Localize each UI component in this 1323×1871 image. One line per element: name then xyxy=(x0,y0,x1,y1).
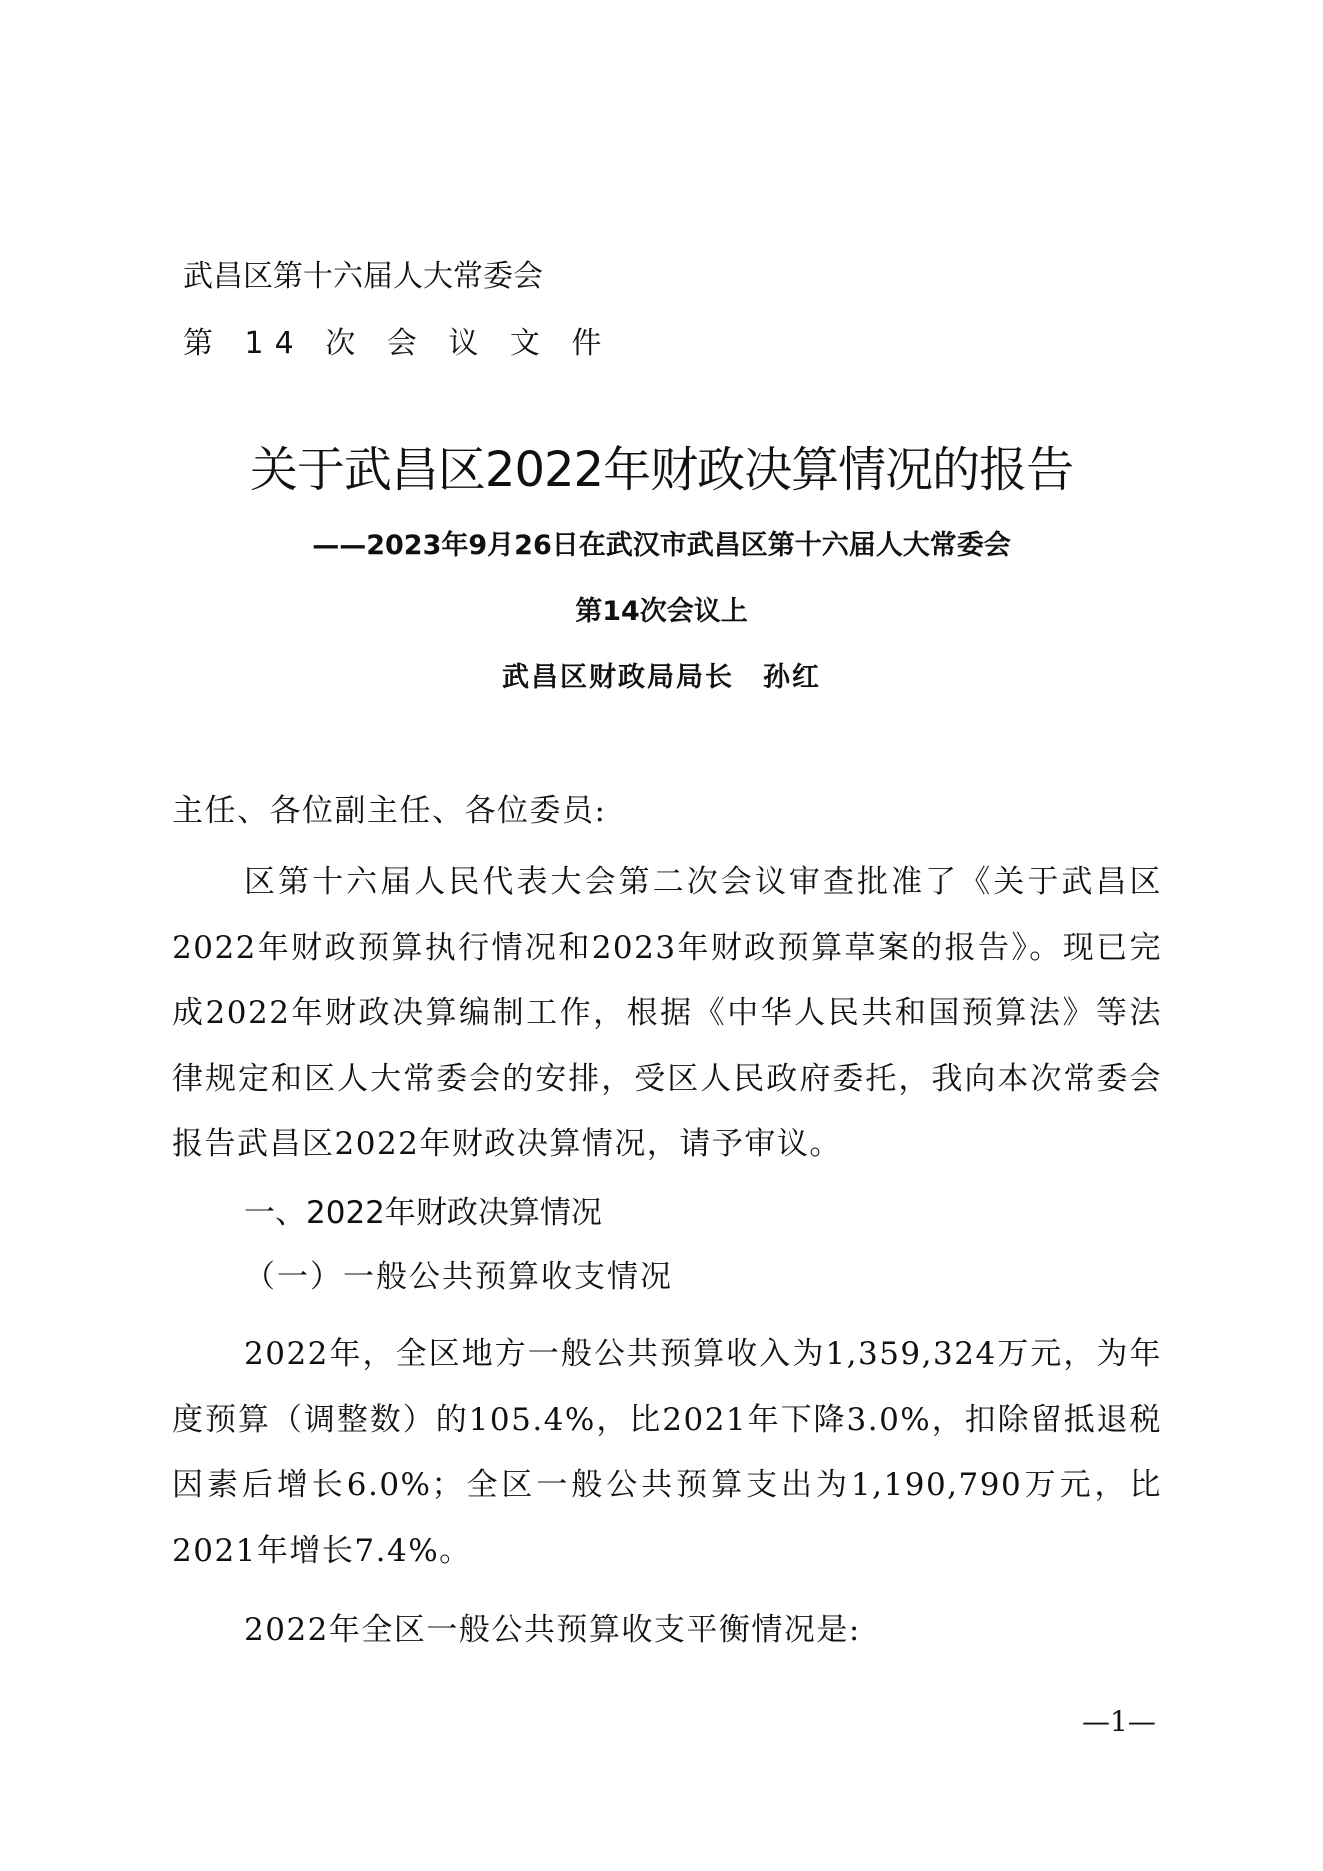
section-heading: 一、2022年财政决算情况 xyxy=(244,1195,602,1231)
salutation: 主任、各位副主任、各位委员: xyxy=(172,793,607,829)
report-meeting-line: 第14次会议上 xyxy=(575,596,748,627)
page-number: —1— xyxy=(1082,1705,1156,1738)
subsection-heading: （一）一般公共预算收支情况 xyxy=(244,1259,673,1295)
report-date-venue-line: ——2023年9月26日在武汉市武昌区第十六届人大常委会 xyxy=(312,530,1011,561)
report-title: 关于武昌区2022年财政决算情况的报告 xyxy=(249,442,1074,498)
meeting-document-number: 第 14 次 会 议 文 件 xyxy=(183,326,613,361)
balance-paragraph: 2022年全区一般公共预算收支平衡情况是: xyxy=(244,1612,861,1648)
reporter-line: 武昌区财政局局长 孙红 xyxy=(502,662,821,693)
committee-header: 武昌区第十六届人大常委会 xyxy=(183,259,543,294)
intro-paragraph: 区第十六届人民代表大会第二次会议审查批准了《关于武昌区2022年财政预算执行情况和2023年财政预算草案的报告》。现已完成2022年财政决算编制工作，根据《中华人民共和国预算法》等法律规定和区人大常委会的安排，受区人民政府委托，我向本次常委会报告武昌区2022年财政决算情况，请予审议。 xyxy=(172,864,1162,1162)
income-expenditure-paragraph: 2022年，全区地方一般公共预算收入为1,359,324万元，为年度预算（调整数）的105.4%，比2021年下降3.0%，扣除留抵退税因素后增长6.0%；全区一般公共预算支出为1,190,790万元，比2021年增长7.4%。 xyxy=(172,1336,1162,1569)
